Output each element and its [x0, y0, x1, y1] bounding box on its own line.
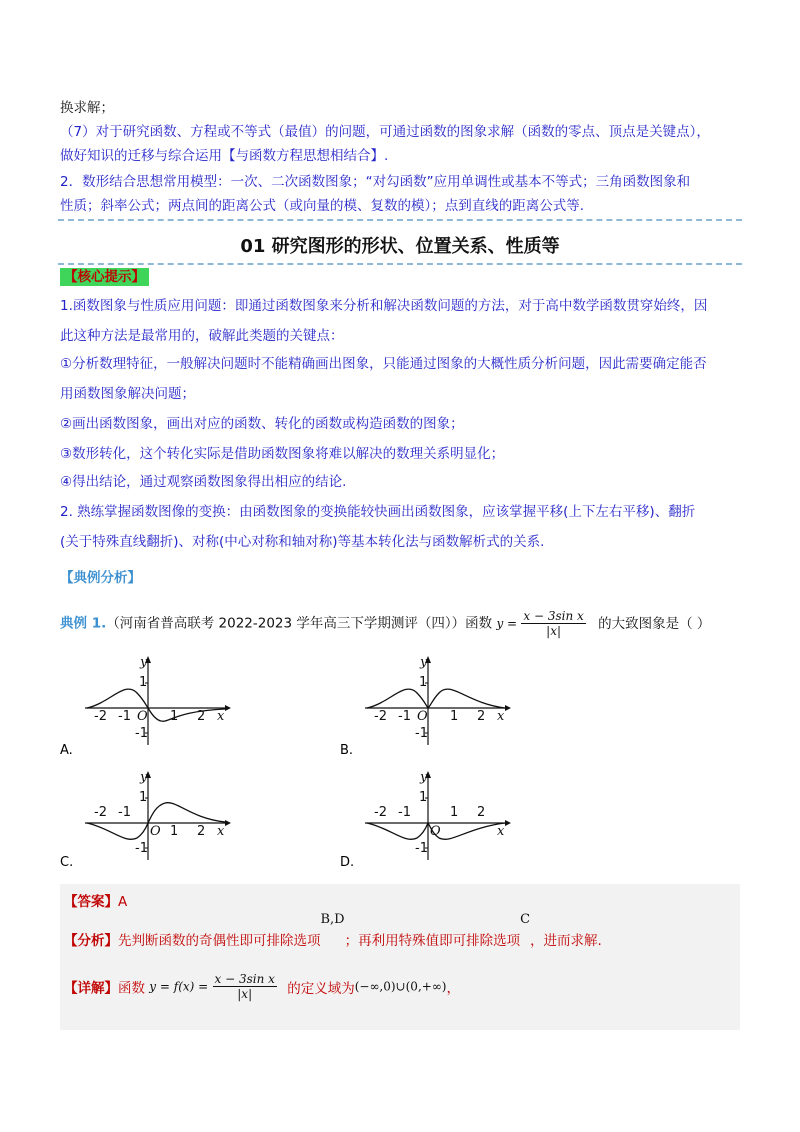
graph-d-tick-1: 1: [450, 805, 459, 820]
option-b-label: B.: [340, 743, 354, 758]
example-section-label: 【典例分析】: [60, 570, 141, 586]
graph-c: [85, 770, 235, 860]
example-suffix: 的大致图象是（ ）: [598, 615, 711, 632]
core-line-1: 1.函数图象与性质应用问题：即通过函数图象来分析和解决函数问题的方法，对于高中数学函数贯穿始终，因: [60, 298, 708, 314]
analysis-option-c: C: [520, 912, 531, 927]
detail-equation: y = f(x) =: [149, 979, 209, 994]
core-line-3: ①分析数理特征，一般解决问题时不能精确画出图象，只能通过图象的大概性质分析问题，因此需要确定能否: [60, 356, 707, 372]
graph-c-tick-2: 2: [197, 824, 206, 839]
graph-d-neg-one: -1: [415, 841, 428, 856]
analysis-line: [64, 912, 602, 949]
graph-d-origin: O: [430, 824, 441, 839]
detail-line: [64, 972, 460, 1001]
intro-line-4: 2．数形结合思想常用模型：一次、二次函数图象；“对勾函数”应用单调性或基本不等式；三角函数图象和: [60, 174, 691, 190]
option-d-label: D.: [340, 855, 355, 870]
graph-b-origin: O: [417, 709, 428, 724]
graph-b: [365, 655, 515, 745]
graph-a: [85, 655, 235, 745]
intro-line-3: 做好知识的迁移与综合运用【与函数方程思想相结合】.: [60, 148, 389, 164]
example-label: 典例 1.: [60, 615, 107, 632]
core-line-4: 用函数图象解决问题；: [60, 386, 195, 402]
detail-numerator: x − 3sin x: [214, 972, 275, 986]
graph-b-tick-neg2: -2: [374, 709, 387, 724]
analysis-option-bd: B,D: [320, 912, 345, 927]
graph-a-tick-neg2: -2: [94, 709, 107, 724]
detail-text-a: 函数: [118, 980, 145, 997]
graph-b-x-label: x: [497, 709, 505, 724]
intro-line-5: 性质；斜率公式；两点间的距离公式（或向量的模、复数的模）；点到直线的距离公式等.: [60, 198, 585, 214]
core-line-5: ②画出函数图象，画出对应的函数、转化的函数或构造函数的图象；: [60, 416, 464, 432]
graph-d-one: 1: [419, 790, 428, 805]
analysis-tag: 【分析】: [64, 933, 118, 949]
detail-denominator: |x|: [237, 987, 253, 1001]
graph-c-tick-neg1: -1: [118, 805, 131, 820]
graph-a-tick-neg1: -1: [118, 709, 131, 724]
analysis-text-b: ；再利用特殊值即可排除选项: [344, 933, 521, 949]
graph-b-y-label: y: [420, 655, 428, 670]
section-title: 01 研究图形的形状、位置关系、性质等: [240, 236, 560, 257]
graph-d-svg: [365, 770, 515, 860]
graph-a-tick-2: 2: [197, 709, 206, 724]
graph-b-tick-neg1: -1: [398, 709, 411, 724]
example-y-eq: y =: [496, 616, 518, 631]
example-fraction: [521, 609, 585, 638]
graph-c-neg-one: -1: [135, 841, 148, 856]
graph-b-svg: [365, 655, 515, 745]
graph-c-origin: O: [150, 824, 161, 839]
option-c-label: C.: [60, 855, 74, 870]
graph-a-svg: [85, 655, 235, 745]
detail-domain: (−∞,0)∪(0,+∞): [354, 979, 447, 994]
graph-a-neg-one: -1: [135, 726, 148, 741]
answer-box: [60, 884, 740, 1030]
analysis-text-c: ，进而求解.: [530, 933, 602, 949]
detail-tag: 【详解】: [64, 980, 118, 997]
core-line-8: 2. 熟练掌握函数图像的变换：由函数图象的变换能较快画出函数图象，应该掌握平移(上下左右平移)、翻折: [60, 504, 696, 520]
graph-c-one: 1: [139, 790, 148, 805]
graph-a-x-label: x: [217, 709, 225, 724]
graph-c-x-label: x: [217, 824, 225, 839]
graph-a-one: 1: [139, 675, 148, 690]
core-hint-label: 【核心提示】: [60, 268, 149, 286]
graph-d-tick-neg2: -2: [374, 805, 387, 820]
example-numerator: x − 3sin x: [523, 609, 584, 623]
graph-d-y-label: y: [420, 770, 428, 785]
detail-text-b: 的定义域为: [287, 980, 355, 997]
graph-d-x-label: x: [497, 824, 505, 839]
graph-c-tick-neg2: -2: [94, 805, 107, 820]
core-line-7: ④得出结论，通过观察函数图象得出相应的结论.: [60, 474, 347, 490]
graph-b-tick-1: 1: [450, 709, 459, 724]
example-1: [60, 609, 710, 638]
detail-text-c: ，: [446, 980, 460, 997]
graph-b-one: 1: [419, 675, 428, 690]
graph-c-svg: [85, 770, 235, 860]
core-line-6: ③数形转化，这个转化实际是借助函数图象将难以解决的数理关系明显化；: [60, 446, 505, 462]
analysis-text-a: 先判断函数的奇偶性即可排除选项: [118, 933, 321, 949]
graph-d-tick-2: 2: [477, 805, 486, 820]
graph-b-neg-one: -1: [415, 726, 428, 741]
graph-d-tick-neg1: -1: [398, 805, 411, 820]
core-line-2: 此这种方法是最常用的，破解此类题的关键点：: [60, 328, 344, 344]
detail-fraction: [213, 972, 277, 1001]
divider-top: [58, 219, 742, 221]
intro-line-1: 换求解；: [60, 100, 114, 116]
answer-tag: 【答案】: [64, 894, 118, 910]
graph-a-tick-1: 1: [170, 709, 179, 724]
example-denominator: |x|: [546, 624, 562, 638]
graph-c-y-label: y: [140, 770, 148, 785]
graph-a-origin: O: [137, 709, 148, 724]
graph-d: [365, 770, 515, 860]
divider-bottom: [58, 263, 742, 265]
core-line-9: (关于特殊直线翻折)、对称(中心对称和轴对称)等基本转化法与函数解析式的关系.: [60, 534, 545, 550]
option-a-label: A.: [60, 743, 73, 758]
answer-line: [64, 890, 127, 910]
graph-a-y-label: y: [140, 655, 148, 670]
graph-b-tick-2: 2: [477, 709, 486, 724]
intro-line-2: （7）对于研究函数、方程或不等式（最值）的问题，可通过函数的图象求解（函数的零点、顶点是关键点），: [60, 124, 710, 140]
graph-c-tick-1: 1: [170, 824, 179, 839]
answer-value: A: [118, 894, 128, 910]
example-source: （河南省普高联考 2022-2023 学年高三下学期测评（四））函数: [106, 615, 493, 632]
